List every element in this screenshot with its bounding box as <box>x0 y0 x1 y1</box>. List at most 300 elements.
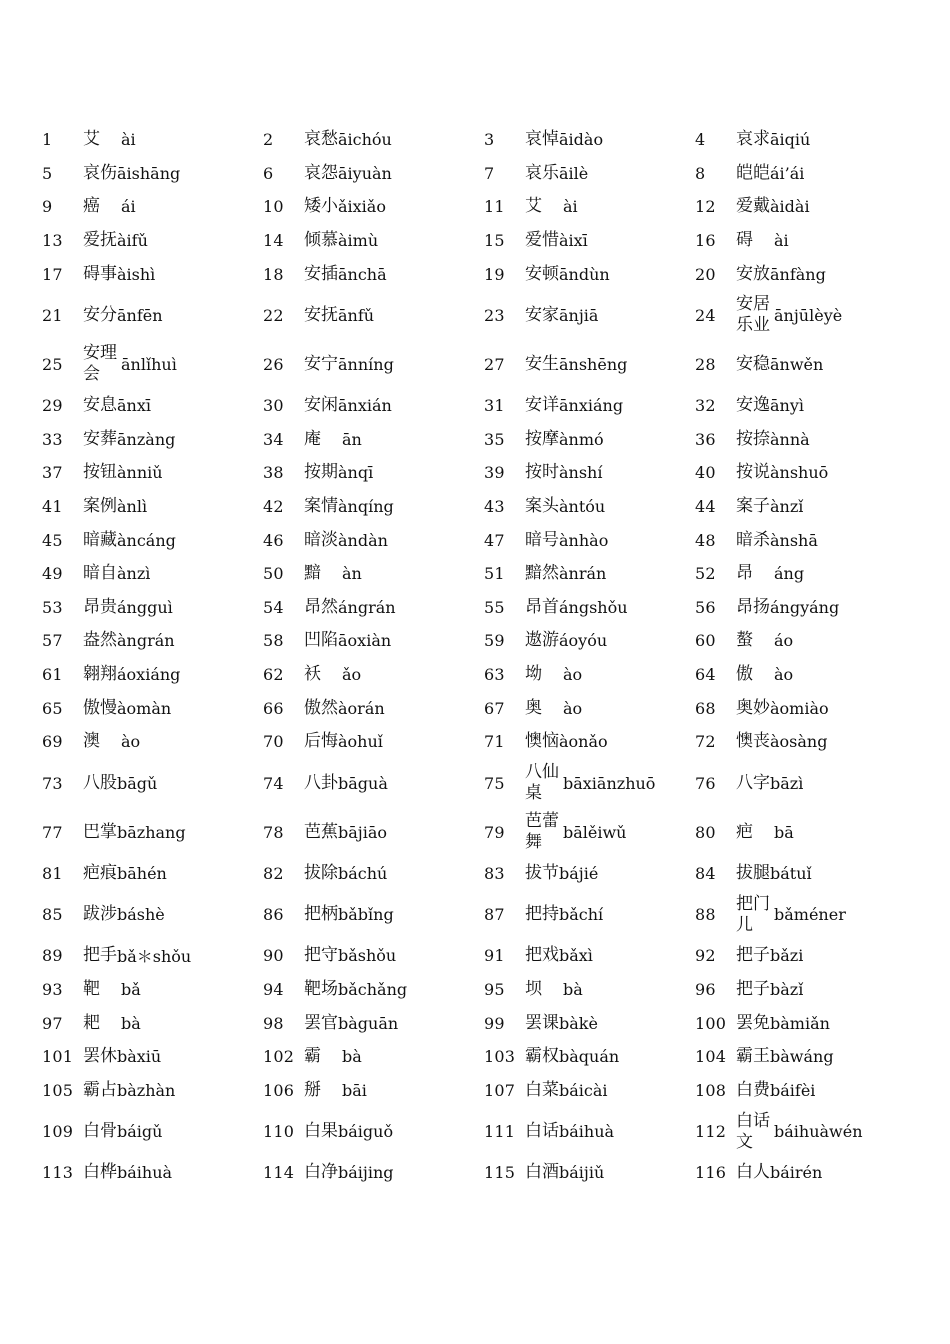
vocab-entry <box>263 904 484 925</box>
entry-pinyin: ào <box>774 665 794 685</box>
entry-number: 46 <box>263 530 284 550</box>
vocab-entry <box>42 773 263 794</box>
entry-pinyin: bàquán <box>559 1047 620 1067</box>
entry-word: 拔除 <box>304 862 338 883</box>
vocab-entry <box>695 773 922 794</box>
entry-number: 48 <box>695 530 716 550</box>
vocab-entry <box>263 163 484 184</box>
entry-number: 39 <box>484 463 505 483</box>
entry-number: 107 <box>484 1080 516 1100</box>
entry-number: 18 <box>263 264 284 284</box>
entry-word: 黯 <box>304 563 321 584</box>
entry-pinyin: ángguì <box>117 597 173 617</box>
entry-word: 霸占 <box>83 1079 117 1100</box>
vocab-entry <box>484 354 695 375</box>
entry-number: 3 <box>484 130 495 150</box>
entry-word: 懊丧 <box>736 731 770 752</box>
vocab-entry <box>42 944 263 967</box>
entry-word: 安顿 <box>525 263 559 284</box>
vocab-entry <box>42 496 263 517</box>
entry-number: 109 <box>42 1122 74 1142</box>
entry-number: 97 <box>42 1013 63 1033</box>
vocab-entry <box>484 163 695 184</box>
entry-pinyin: ānwěn <box>770 354 824 374</box>
vocab-entry <box>42 230 263 251</box>
entry-word: 安详 <box>525 395 559 416</box>
vocab-entry <box>695 264 922 285</box>
vocab-entry <box>42 429 263 450</box>
entry-word: 疤痕 <box>83 862 117 883</box>
entry-word: 碍事 <box>83 263 117 284</box>
entry-number: 92 <box>695 946 716 966</box>
entry-pinyin: bǎzi <box>770 946 804 966</box>
entry-number: 91 <box>484 946 505 966</box>
table-row <box>42 1040 922 1074</box>
vocab-entry <box>263 1121 484 1142</box>
vocab-entry <box>263 305 484 326</box>
entry-word: 凹陷 <box>304 630 338 651</box>
entry-pinyin: áng <box>774 564 805 584</box>
table-row <box>42 340 922 389</box>
entry-word: 把子 <box>736 978 770 999</box>
entry-pinyin: báshè <box>117 905 165 925</box>
entry-pinyin: ānchā <box>338 264 387 284</box>
entry-pinyin: àomàn <box>117 698 172 718</box>
table-row <box>42 759 922 808</box>
entry-pinyin: bǎbǐng <box>338 905 394 925</box>
entry-pinyin: áoxiáng <box>117 665 181 685</box>
entry-word: 安葬 <box>83 428 117 449</box>
entry-pinyin: àohuǐ <box>338 732 383 752</box>
entry-pinyin: báicài <box>559 1080 608 1100</box>
vocab-entry <box>263 597 484 618</box>
vocab-entry <box>484 904 695 925</box>
entry-pinyin: ānxī <box>117 396 151 416</box>
entry-number: 33 <box>42 429 63 449</box>
vocab-entry <box>263 863 484 884</box>
entry-number: 69 <box>42 732 63 752</box>
entry-word: 按时 <box>525 462 559 483</box>
entry-number: 104 <box>695 1047 727 1067</box>
entry-pinyin: báifèi <box>770 1080 816 1100</box>
entry-number: 31 <box>484 396 505 416</box>
vocab-entry <box>484 1046 695 1067</box>
vocab-entry <box>263 1046 484 1067</box>
entry-pinyin: bàmiǎn <box>770 1013 830 1033</box>
entry-pinyin: ángyáng <box>770 597 840 617</box>
vocab-entry <box>484 811 695 853</box>
vocab-entry <box>695 163 922 184</box>
vocab-entry <box>263 230 484 251</box>
entry-pinyin: bàzǐ <box>770 979 804 999</box>
entry-number: 101 <box>42 1047 74 1067</box>
vocab-entry <box>484 230 695 251</box>
entry-word: 按期 <box>304 462 338 483</box>
entry-word: 芭蕉 <box>304 821 338 842</box>
entry-number: 47 <box>484 530 505 550</box>
entry-pinyin: bāxiānzhuō <box>563 773 656 793</box>
entry-number: 27 <box>484 354 505 374</box>
entry-number: 98 <box>263 1013 284 1033</box>
entry-number: 82 <box>263 863 284 883</box>
vocab-entry <box>263 395 484 416</box>
vocab-entry <box>263 664 484 685</box>
entry-pinyin: ānyì <box>770 396 804 416</box>
entry-word: 黯然 <box>525 563 559 584</box>
entry-word: 哀乐 <box>525 162 559 183</box>
vocab-entry <box>263 563 484 584</box>
vocab-entry <box>695 1080 922 1101</box>
table-row <box>42 624 922 658</box>
table-row <box>42 557 922 591</box>
entry-pinyin: bā <box>774 822 794 842</box>
vocab-entry <box>263 129 484 150</box>
entry-number: 66 <box>263 698 284 718</box>
entry-word: 傲然 <box>304 697 338 718</box>
entry-number: 113 <box>42 1163 74 1183</box>
entry-word: 案例 <box>83 496 117 517</box>
vocab-entry <box>42 462 263 483</box>
entry-word: 芭蕾舞 <box>525 811 559 852</box>
entry-pinyin: ànqī <box>338 463 374 483</box>
vocab-entry <box>695 530 922 551</box>
entry-word: 白人 <box>736 1162 770 1183</box>
entry-number: 71 <box>484 732 505 752</box>
vocab-entry <box>484 945 695 966</box>
vocab-entry <box>42 264 263 285</box>
entry-word: 安放 <box>736 263 770 284</box>
entry-pinyin: ànnà <box>770 429 810 449</box>
entry-pinyin: bàwáng <box>770 1047 834 1067</box>
entry-word: 傲慢 <box>83 697 117 718</box>
entry-number: 51 <box>484 564 505 584</box>
entry-pinyin: ànshí <box>559 463 603 483</box>
entry-number: 88 <box>695 905 716 925</box>
entry-pinyin: báchú <box>338 863 388 883</box>
entry-number: 57 <box>42 631 63 651</box>
vocab-entry <box>263 698 484 719</box>
entry-number: 68 <box>695 698 716 718</box>
vocab-entry <box>695 698 922 719</box>
entry-pinyin: àomiào <box>770 698 829 718</box>
vocab-entry <box>263 354 484 375</box>
entry-pinyin: ào <box>563 698 583 718</box>
vocab-entry <box>263 630 484 651</box>
table-row <box>42 725 922 759</box>
entry-word: 跋涉 <box>83 904 117 925</box>
entry-number: 89 <box>42 946 63 966</box>
table-row <box>42 291 922 340</box>
entry-number: 75 <box>484 773 505 793</box>
entry-word: 暗淡 <box>304 529 338 550</box>
entry-word: 昂贵 <box>83 596 117 617</box>
entry-word: 罢休 <box>83 1046 117 1067</box>
entry-word: 暗号 <box>525 529 559 550</box>
entry-number: 84 <box>695 863 716 883</box>
entry-number: 65 <box>42 698 63 718</box>
entry-word: 耙 <box>83 1012 100 1033</box>
entry-pinyin: bà <box>342 1047 362 1067</box>
entry-number: 55 <box>484 597 505 617</box>
entry-number: 53 <box>42 597 63 617</box>
entry-word: 把守 <box>304 945 338 966</box>
entry-number: 4 <box>695 130 706 150</box>
entry-pinyin: bǎshǒu <box>338 946 397 966</box>
vocab-entry <box>42 129 263 150</box>
vocab-entry <box>42 822 263 843</box>
entry-pinyin: bájié <box>559 863 599 883</box>
entry-number: 87 <box>484 905 505 925</box>
entry-pinyin: bà <box>563 979 583 999</box>
entry-number: 5 <box>42 163 53 183</box>
entry-number: 43 <box>484 497 505 517</box>
entry-word: 昂首 <box>525 596 559 617</box>
vocab-entry <box>263 945 484 966</box>
entry-word: 罢课 <box>525 1012 559 1033</box>
vocab-entry <box>42 731 263 752</box>
entry-pinyin: ānxiáng <box>559 396 624 416</box>
entry-word: 暗杀 <box>736 529 770 550</box>
entry-number: 102 <box>263 1047 295 1067</box>
entry-pinyin: ānfàng <box>770 264 826 284</box>
entry-word: 白费 <box>736 1079 770 1100</box>
entry-word: 螯 <box>736 630 753 651</box>
vocab-entry <box>695 294 922 336</box>
entry-pinyin: ān <box>342 429 362 449</box>
entry-pinyin: bǎchí <box>559 905 604 925</box>
entry-pinyin: àntóu <box>559 497 606 517</box>
entry-number: 83 <box>484 863 505 883</box>
entry-number: 29 <box>42 396 63 416</box>
entry-pinyin: bǎchǎng <box>338 979 408 999</box>
entry-word: 靶 <box>83 978 100 999</box>
entry-word: 按钮 <box>83 462 117 483</box>
entry-word: 傲 <box>736 664 753 685</box>
vocab-entry <box>263 773 484 794</box>
entry-pinyin: ànniǔ <box>117 463 163 483</box>
entry-pinyin: bà <box>121 1013 141 1033</box>
vocab-entry <box>695 894 922 936</box>
entry-word: 把柄 <box>304 904 338 925</box>
entry-number: 37 <box>42 463 63 483</box>
entry-pinyin: ànhào <box>559 530 609 550</box>
vocab-entry <box>42 563 263 584</box>
vocab-entry <box>695 731 922 752</box>
entry-number: 94 <box>263 979 284 999</box>
entry-word: 把手 <box>83 945 117 966</box>
entry-pinyin: bàxiū <box>117 1047 162 1067</box>
vocab-entry <box>263 1013 484 1034</box>
entry-number: 6 <box>263 163 274 183</box>
vocab-entry <box>484 462 695 483</box>
entry-pinyin: àimù <box>338 231 379 251</box>
vocab-entry <box>695 462 922 483</box>
table-row <box>42 691 922 725</box>
entry-pinyin: ànzì <box>117 564 151 584</box>
entry-pinyin: bǎxì <box>559 946 593 966</box>
entry-word: 按捺 <box>736 428 770 449</box>
vocab-entry <box>484 1013 695 1034</box>
entry-word: 安抚 <box>304 304 338 325</box>
entry-pinyin: ángshǒu <box>559 597 628 617</box>
entry-pinyin: àncáng <box>117 530 176 550</box>
vocab-entry <box>42 698 263 719</box>
entry-pinyin: ái’ái <box>770 163 805 183</box>
vocab-entry <box>695 1013 922 1034</box>
entry-word: 白桦 <box>83 1162 117 1183</box>
entry-number: 14 <box>263 231 284 251</box>
entry-word: 昂然 <box>304 596 338 617</box>
entry-number: 103 <box>484 1047 516 1067</box>
table-row <box>42 1107 922 1156</box>
vocab-entry <box>484 429 695 450</box>
vocab-entry <box>263 822 484 843</box>
entry-number: 72 <box>695 732 716 752</box>
vocab-entry <box>263 429 484 450</box>
entry-word: 哀伤 <box>83 162 117 183</box>
entry-pinyin: ānfǔ <box>338 305 375 325</box>
entry-pinyin: áo <box>774 631 794 651</box>
entry-pinyin: àndàn <box>338 530 388 550</box>
entry-pinyin: àonǎo <box>559 732 608 752</box>
entry-word: 安居乐业 <box>736 294 770 336</box>
entry-number: 36 <box>695 429 716 449</box>
entry-word: 八股 <box>83 772 117 793</box>
vocab-entry <box>42 163 263 184</box>
vocab-entry <box>263 496 484 517</box>
entry-pinyin: ài <box>121 130 136 150</box>
vocab-entry <box>42 305 263 326</box>
entry-word: 靶场 <box>304 978 338 999</box>
vocab-entry <box>263 462 484 483</box>
entry-pinyin: àishì <box>117 264 156 284</box>
entry-word: 昂 <box>736 563 753 584</box>
entry-number: 13 <box>42 231 63 251</box>
entry-word: 倾慕 <box>304 230 338 251</box>
entry-number: 56 <box>695 597 716 617</box>
entry-word: 澳 <box>83 731 100 752</box>
entry-pinyin: ānzàng <box>117 429 176 449</box>
entry-number: 45 <box>42 530 63 550</box>
vocab-entry <box>484 630 695 651</box>
entry-pinyin: ànshā <box>770 530 818 550</box>
entry-word: 哀怨 <box>304 162 338 183</box>
entry-number: 64 <box>695 665 716 685</box>
vocab-entry <box>42 1162 263 1183</box>
entry-pinyin: àixī <box>559 231 588 251</box>
entry-word: 盎然 <box>83 630 117 651</box>
entry-number: 1 <box>42 130 53 150</box>
entry-pinyin: bāzhang <box>117 822 186 842</box>
entry-number: 116 <box>695 1163 727 1183</box>
entry-pinyin: ànzǐ <box>770 497 804 517</box>
entry-pinyin: ànqíng <box>338 497 394 517</box>
entry-word: 奥妙 <box>736 697 770 718</box>
table-row <box>42 658 922 692</box>
entry-number: 38 <box>263 463 284 483</box>
entry-word: 后悔 <box>304 731 338 752</box>
vocab-entry <box>263 1080 484 1101</box>
entry-pinyin: ānjūlèyè <box>774 305 843 325</box>
entry-pinyin: ànlì <box>117 497 148 517</box>
vocab-entry <box>484 530 695 551</box>
entry-word: 暗自 <box>83 563 117 584</box>
entry-pinyin: ànrán <box>559 564 607 584</box>
vocab-entry <box>42 630 263 651</box>
entry-number: 41 <box>42 497 63 517</box>
entry-pinyin: ānlǐhuì <box>121 354 177 374</box>
entry-word: 案情 <box>304 496 338 517</box>
vocab-entry <box>695 395 922 416</box>
entry-word: 癌 <box>83 196 100 217</box>
entry-pinyin: áoyóu <box>559 631 608 651</box>
vocab-entry <box>263 1162 484 1183</box>
entry-word: 安生 <box>525 353 559 374</box>
entry-number: 79 <box>484 822 505 842</box>
entry-pinyin: ǎixiǎo <box>338 197 386 217</box>
entry-word: 霸王 <box>736 1046 770 1067</box>
vocab-entry <box>484 762 695 804</box>
table-row <box>42 423 922 457</box>
entry-word: 安理会 <box>83 343 117 385</box>
entry-number: 54 <box>263 597 284 617</box>
entry-number: 52 <box>695 564 716 584</box>
table-row <box>42 1156 922 1190</box>
vocab-entry <box>42 1013 263 1034</box>
vocab-entry <box>263 530 484 551</box>
vocab-entry <box>263 196 484 217</box>
vocab-entry <box>695 429 922 450</box>
entry-pinyin: bāhén <box>117 863 167 883</box>
entry-word: 霸 <box>304 1046 321 1067</box>
entry-word: 昂扬 <box>736 596 770 617</box>
table-row <box>42 257 922 291</box>
entry-pinyin: āiyuàn <box>338 163 392 183</box>
entry-pinyin: bǎ＊shǒu <box>117 947 192 967</box>
vocab-entry <box>42 395 263 416</box>
vocab-entry <box>695 563 922 584</box>
entry-number: 96 <box>695 979 716 999</box>
entry-word: 艾 <box>83 129 100 150</box>
entry-pinyin: bāguà <box>338 773 388 793</box>
entry-word: 暗藏 <box>83 529 117 550</box>
entry-word: 遨游 <box>525 630 559 651</box>
entry-word: 安家 <box>525 304 559 325</box>
vocab-entry <box>42 1080 263 1101</box>
vocab-entry <box>484 698 695 719</box>
entry-word: 掰 <box>304 1079 321 1100</box>
entry-word: 坳 <box>525 664 542 685</box>
entry-word: 翱翔 <box>83 664 117 685</box>
entry-pinyin: àidài <box>770 197 810 217</box>
vocab-entry <box>484 264 695 285</box>
entry-number: 2 <box>263 130 274 150</box>
entry-word: 爱惜 <box>525 230 559 251</box>
entry-number: 10 <box>263 197 284 217</box>
entry-word: 白骨 <box>83 1121 117 1142</box>
entry-number: 86 <box>263 905 284 925</box>
entry-pinyin: āiqiú <box>770 130 811 150</box>
entry-number: 26 <box>263 354 284 374</box>
entry-pinyin: bāzì <box>770 773 804 793</box>
entry-pinyin: ài <box>774 231 789 251</box>
table-row <box>42 890 922 939</box>
entry-pinyin: āidào <box>559 130 604 150</box>
entry-number: 114 <box>263 1163 295 1183</box>
vocab-entry <box>263 979 484 1000</box>
vocab-entry <box>42 1046 263 1067</box>
vocab-entry <box>484 196 695 217</box>
